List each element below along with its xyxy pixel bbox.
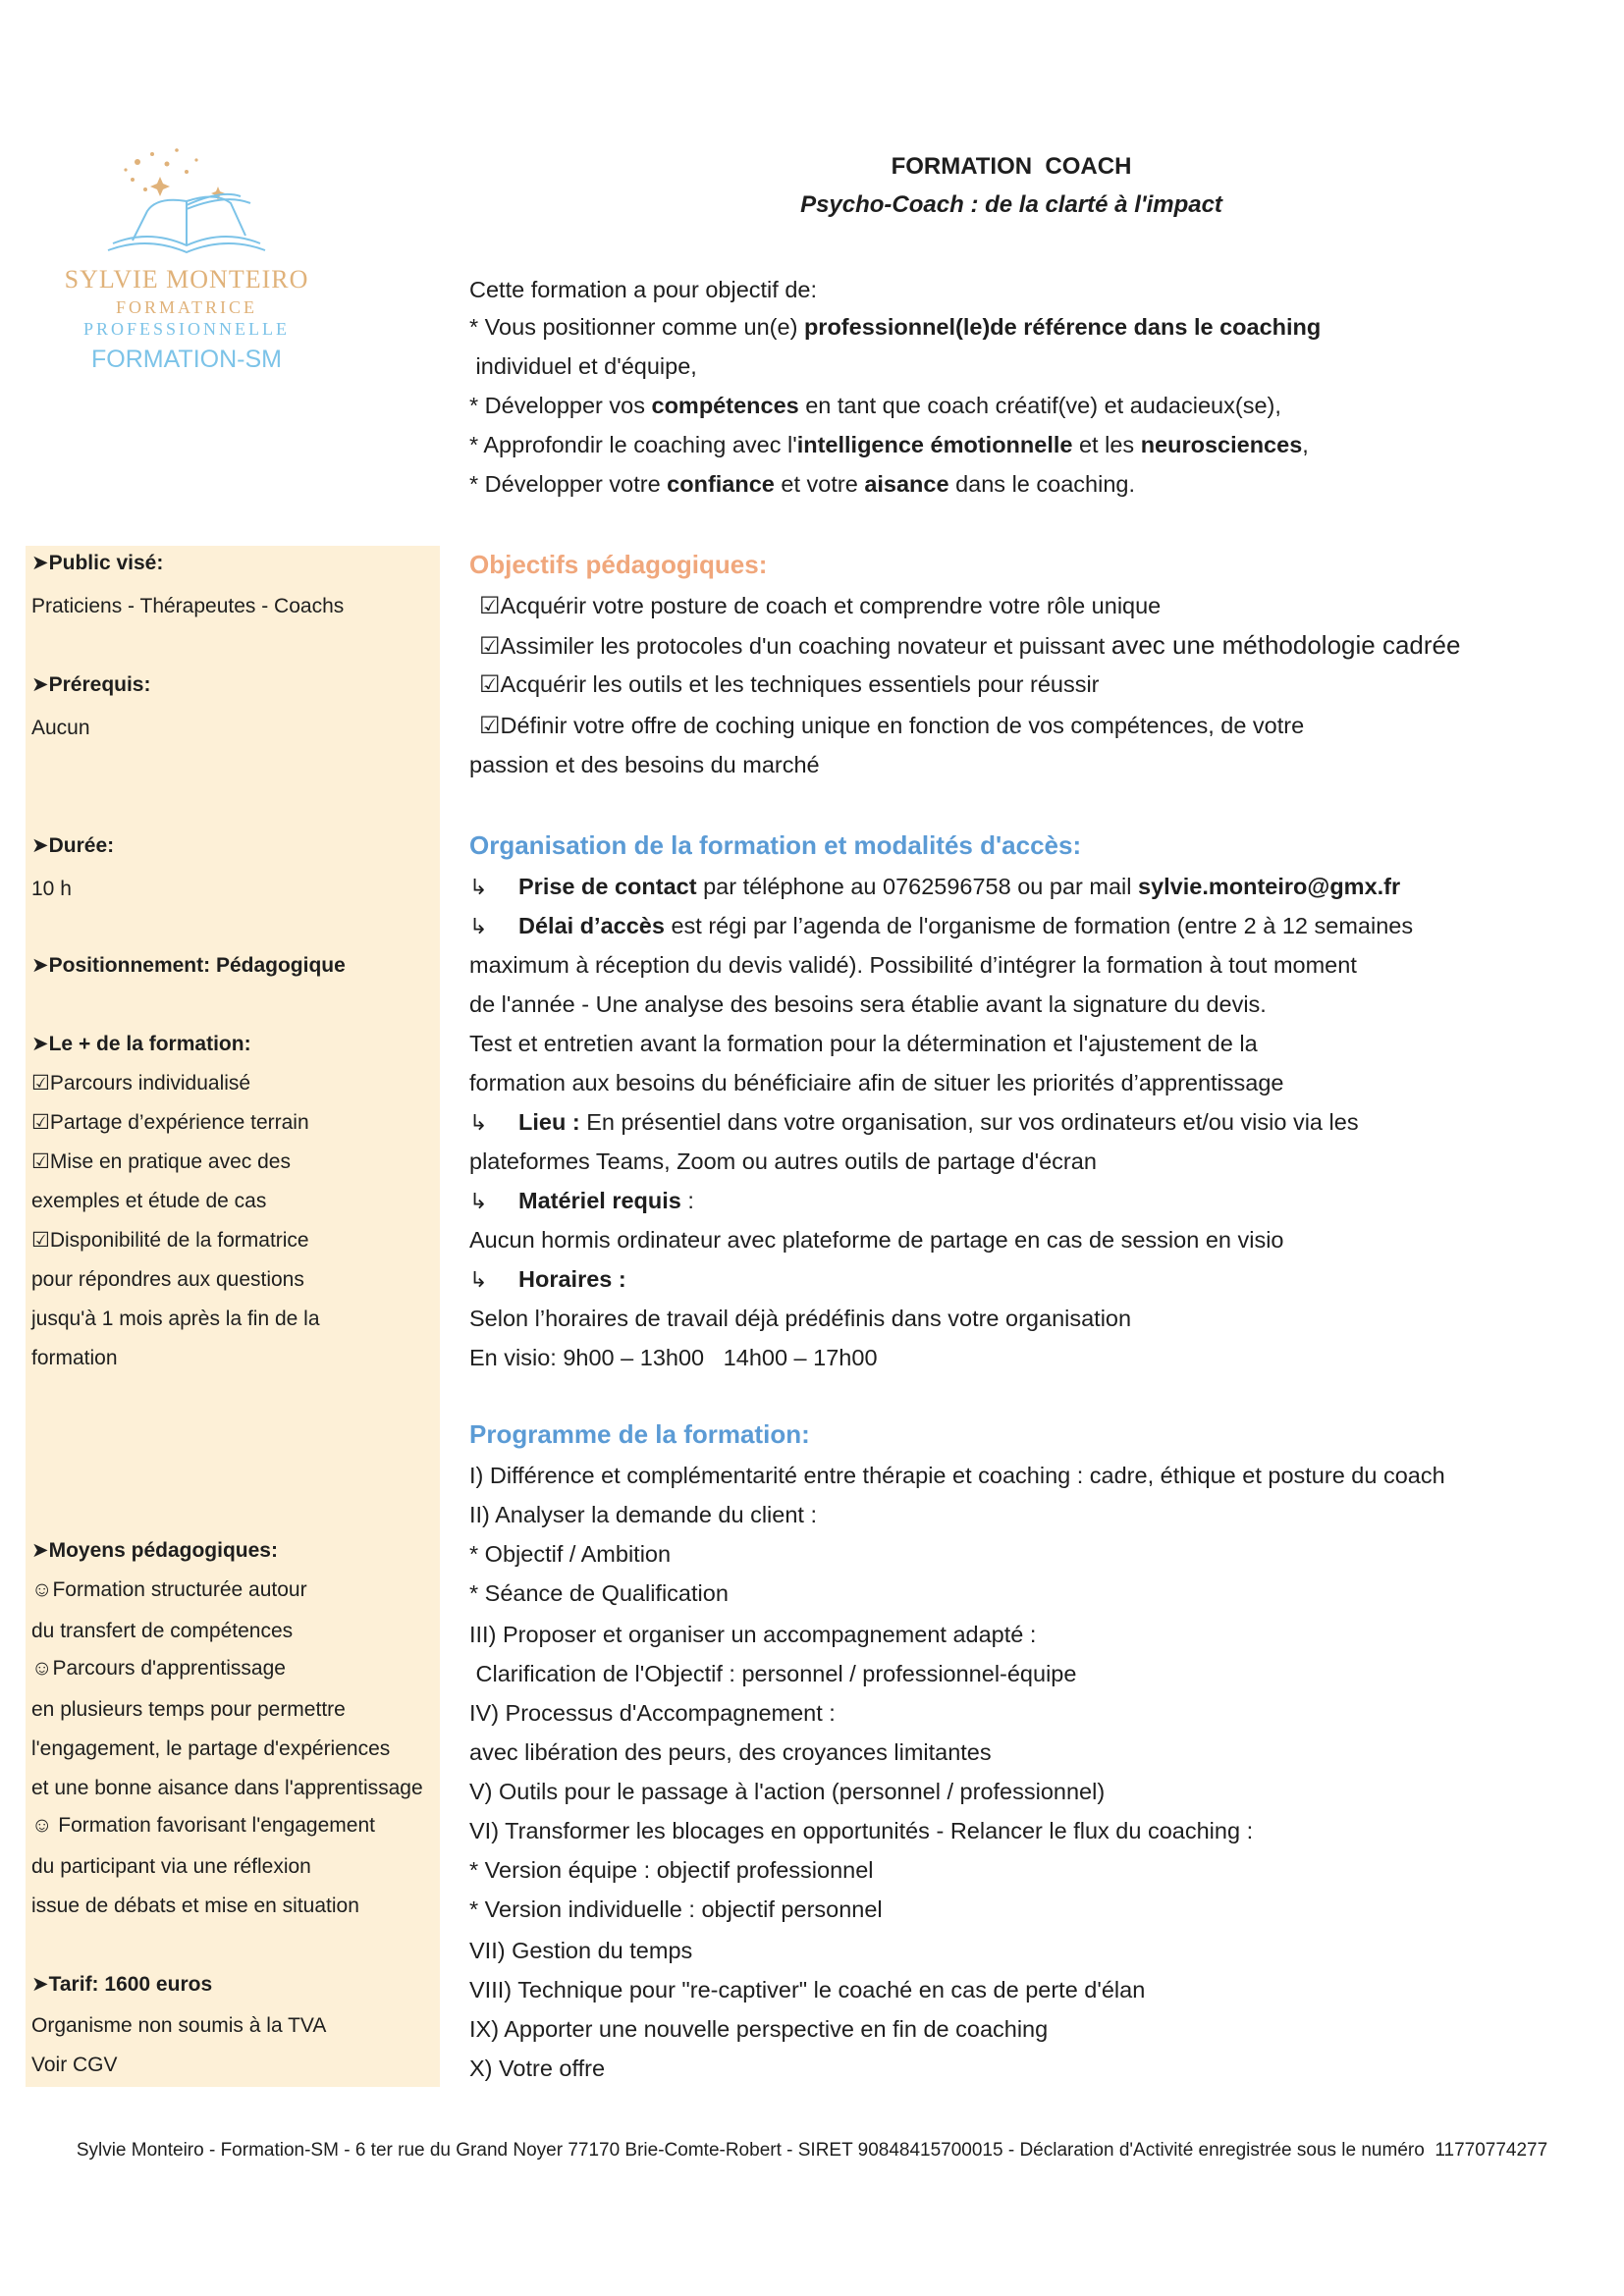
checkbox-icon: ☑ — [479, 671, 501, 698]
sidebar-plus-3: ☑Mise en pratique avec des — [31, 1150, 291, 1173]
sidebar-moyen-2d: et une bonne aisance dans l'apprentissage — [31, 1777, 423, 1799]
org-horaires: ↳ Horaires : — [469, 1264, 626, 1295]
intro-line-3: * Approfondir le coaching avec l'intelligence émotionnelle et les neurosciences, — [469, 432, 1309, 457]
sidebar-plus-label: ➤Le + de la formation: — [31, 1033, 251, 1055]
programme-heading: Programme de la formation: — [469, 1419, 810, 1449]
sidebar-public-value: Praticiens - Thérapeutes - Coachs — [31, 595, 345, 617]
sidebar-cgv: Voir CGV — [31, 2054, 118, 2076]
sidebar-moyens-label: ➤Moyens pédagogiques: — [31, 1539, 278, 1562]
sidebar-plus-4d: formation — [31, 1347, 118, 1369]
programme-line: I) Différence et complémentarité entre thérapie et coaching : cadre, éthique et posture du coach — [469, 1463, 1445, 1488]
objectif-2: ☑Assimiler les protocoles d'un coaching novateur et puissant avec une méthodologie cadrée — [479, 630, 1461, 660]
sidebar-plus-3b: exemples et étude de cas — [31, 1190, 267, 1212]
programme-line: * Version individuelle : objectif personnel — [469, 1896, 883, 1922]
sidebar-plus-4: ☑Disponibilité de la formatrice — [31, 1229, 309, 1252]
arrow-icon: ↳ — [469, 875, 488, 899]
sidebar-tarif: ➤Tarif: 1600 euros — [31, 1973, 213, 1996]
programme-line: Clarification de l'Objectif : personnel / professionnel-équipe — [469, 1661, 1077, 1686]
objectif-3: ☑Acquérir les outils et les techniques essentiels pour réussir — [479, 671, 1100, 698]
logo-line2: PROFESSIONNELLE — [82, 319, 290, 339]
programme-line: * Séance de Qualification — [469, 1580, 729, 1606]
organisation-heading: Organisation de la formation et modalités d'accès: — [469, 830, 1082, 860]
programme-line: II) Analyser la demande du client : — [469, 1502, 818, 1527]
org-materiel: ↳ Matériel requis : — [469, 1186, 694, 1216]
contact-email[interactable]: sylvie.monteiro@gmx.fr — [1138, 874, 1401, 899]
programme-line: X) Votre offre — [469, 2056, 606, 2081]
sidebar-prereq-label: ➤Prérequis: — [31, 673, 151, 696]
objectifs-heading: Objectifs pédagogiques: — [469, 550, 768, 579]
check-icon: ☑ — [31, 1150, 50, 1173]
page-subtitle: Psycho-Coach : de la clarté à l'impact — [800, 191, 1222, 218]
sidebar-plus-4c: jusqu'à 1 mois après la fin de la — [31, 1308, 320, 1330]
intro-line-4: * Développer votre confiance et votre aisance dans le coaching. — [469, 471, 1135, 497]
org-horaires-2: Selon l’horaires de travail déjà prédéfinis dans votre organisation — [469, 1306, 1132, 1331]
logo-line3: FORMATION-SM — [91, 346, 282, 373]
smiley-icon: ☺ — [31, 1814, 53, 1837]
sidebar-moyen-1b: du transfert de compétences — [31, 1620, 294, 1642]
sidebar-moyen-3c: issue de débats et mise en situation — [31, 1895, 359, 1917]
org-contact: ↳ Prise de contact par téléphone au 0762596758 ou par mail sylvie.monteiro@gmx.fr — [469, 872, 1400, 902]
programme-line: VI) Transformer les blocages en opportunités - Relancer le flux du coaching : — [469, 1818, 1254, 1843]
sidebar-moyen-1: ☺Formation structurée autour — [31, 1578, 307, 1601]
arrow-icon: ↳ — [469, 1267, 488, 1292]
check-icon: ☑ — [31, 1072, 50, 1095]
arrow-icon: ↳ — [469, 1110, 488, 1135]
sidebar-moyen-2b: en plusieurs temps pour permettre — [31, 1698, 346, 1721]
sidebar-tva: Organisme non soumis à la TVA — [31, 2014, 327, 2037]
org-delai: ↳ Délai d’accès est régi par l’agenda de l'organisme de formation (entre 2 à 12 semaines — [469, 911, 1413, 941]
check-icon: ☑ — [31, 1111, 50, 1134]
org-test-2: formation aux besoins du bénéficiaire afin de situer les priorités d’apprentissage — [469, 1070, 1284, 1095]
sidebar-duree-label: ➤Durée: — [31, 834, 115, 857]
smiley-icon: ☺ — [31, 1657, 53, 1680]
logo-name: SYLVIE MONTEIRO — [64, 265, 309, 294]
programme-line: avec libération des peurs, des croyances limitantes — [469, 1739, 992, 1765]
programme-line: IV) Processus d'Accompagnement : — [469, 1700, 836, 1726]
org-test-1: Test et entretien avant la formation pour la détermination et l'ajustement de la — [469, 1031, 1258, 1056]
objectif-4b: passion et des besoins du marché — [469, 752, 820, 777]
checkbox-icon: ☑ — [479, 633, 501, 660]
org-lieu: ↳ Lieu : En présentiel dans votre organisation, sur vos ordinateurs et/ou visio via les — [469, 1107, 1359, 1138]
programme-line: VII) Gestion du temps — [469, 1938, 693, 1963]
logo-line1: FORMATRICE — [115, 297, 258, 317]
logo — [39, 142, 334, 388]
sidebar-plus-2: ☑Partage d’expérience terrain — [31, 1111, 309, 1134]
objectif-4: ☑Définir votre offre de coching unique en fonction de vos compétences, de votre — [479, 713, 1305, 739]
org-horaires-3: En visio: 9h00 – 13h00 14h00 – 17h00 — [469, 1345, 878, 1370]
smiley-icon: ☺ — [31, 1578, 53, 1601]
programme-line: IX) Apporter une nouvelle perspective en fin de coaching — [469, 2016, 1049, 2042]
arrow-icon: ↳ — [469, 914, 488, 938]
org-lieu-2: plateformes Teams, Zoom ou autres outils de partage d'écran — [469, 1148, 1097, 1174]
objectif-1: ☑Acquérir votre posture de coach et comprendre votre rôle unique — [479, 593, 1162, 619]
check-icon: ☑ — [31, 1229, 50, 1252]
sidebar-moyen-3b: du participant via une réflexion — [31, 1855, 311, 1878]
sidebar-plus-1: ☑Parcours individualisé — [31, 1072, 251, 1095]
programme-line: V) Outils pour le passage à l'action (personnel / professionnel) — [469, 1779, 1106, 1804]
intro-line-2: * Développer vos compétences en tant que coach créatif(ve) et audacieux(se), — [469, 393, 1281, 418]
org-delai-2: maximum à réception du devis validé). Possibilité d’intégrer la formation à tout moment — [469, 952, 1357, 978]
book-stars-icon — [39, 142, 334, 270]
sidebar-moyen-2c: l'engagement, le partage d'expériences — [31, 1737, 391, 1760]
sidebar-plus-4b: pour répondres aux questions — [31, 1268, 304, 1291]
sidebar-public-label: ➤Public visé: — [31, 552, 164, 574]
intro-line-1b: individuel et d'équipe, — [469, 353, 697, 379]
sidebar-moyen-2: ☺Parcours d'apprentissage — [31, 1657, 286, 1680]
page-footer: Sylvie Monteiro - Formation-SM - 6 ter rue du Grand Noyer 77170 Brie-Comte-Robert - SIRET 90848415700015 - Déclaration d'Activité enregistrée sous le numéro 11770774277 — [76, 2140, 1548, 2161]
intro-lead: Cette formation a pour objectif de: — [469, 277, 818, 302]
sidebar-positionnement: ➤Positionnement: Pédagogique — [31, 954, 346, 977]
intro-line-1: * Vous positionner comme un(e) professionnel(le)de référence dans le coaching — [469, 314, 1322, 340]
programme-line: III) Proposer et organiser un accompagnement adapté : — [469, 1622, 1037, 1647]
sidebar-moyen-3: ☺ Formation favorisant l'engagement — [31, 1814, 375, 1837]
programme-line: * Objectif / Ambition — [469, 1541, 672, 1567]
programme-line: * Version équipe : objectif professionnel — [469, 1857, 874, 1883]
org-delai-3: de l'année - Une analyse des besoins sera établie avant la signature du devis. — [469, 991, 1267, 1017]
sidebar-duree-value: 10 h — [31, 878, 72, 900]
checkbox-icon: ☑ — [479, 713, 501, 739]
checkbox-icon: ☑ — [479, 593, 501, 619]
programme-line: VIII) Technique pour "re-captiver" le coaché en cas de perte d'élan — [469, 1977, 1146, 2002]
sidebar-prereq-value: Aucun — [31, 717, 90, 739]
org-materiel-2: Aucun hormis ordinateur avec plateforme de partage en cas de session en visio — [469, 1227, 1284, 1253]
page-title: FORMATION COACH — [891, 153, 1132, 180]
arrow-icon: ↳ — [469, 1189, 488, 1213]
